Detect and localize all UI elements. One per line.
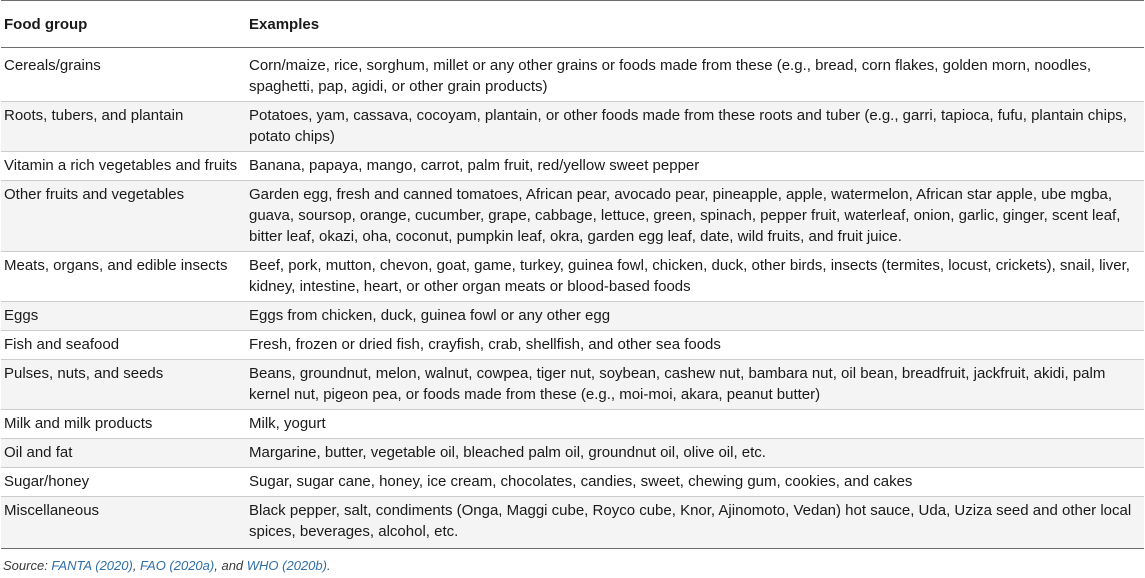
food-group-cell: Other fruits and vegetables <box>1 181 246 252</box>
food-group-cell: Miscellaneous <box>1 497 246 549</box>
food-group-cell: Eggs <box>1 302 246 331</box>
source-link-fanta[interactable]: FANTA (2020) <box>51 558 133 573</box>
food-group-cell: Fish and seafood <box>1 331 246 360</box>
table-row <box>1 439 1144 468</box>
food-group-cell: Roots, tubers, and plantain <box>1 102 246 152</box>
table-row <box>1 497 1144 549</box>
table-row <box>1 102 1144 152</box>
table-row <box>1 331 1144 360</box>
source-link-who[interactable]: WHO (2020b) <box>246 558 327 573</box>
examples-cell: Potatoes, yam, cassava, cocoyam, plantain, or other foods made from these roots and tuber (e.g., garri, tapioca, fufu, plantain chips, potato chips) <box>246 102 1144 152</box>
examples-cell: Beans, groundnut, melon, walnut, cowpea, tiger nut, soybean, cashew nut, bambara nut, oil bean, breadfruit, jackfruit, akidi, palm kernel nut, pigeon pea, or foods made from these (e.g., moi-moi, akara, peanut butter) <box>246 360 1144 410</box>
table-row <box>1 468 1144 497</box>
examples-cell: Fresh, frozen or dried fish, crayfish, crab, shellfish, and other sea foods <box>246 331 1144 360</box>
footnote-label: Source: <box>3 558 52 573</box>
examples-cell: Beef, pork, mutton, chevon, goat, game, turkey, guinea fowl, chicken, duck, other birds, insects (termites, locust, crickets), snail, liver, kidney, intestine, heart, or other organ meats or blood-based foods <box>246 252 1144 302</box>
table-row <box>1 252 1144 302</box>
table-row <box>1 410 1144 439</box>
source-link-fao[interactable]: FAO (2020a) <box>140 558 215 573</box>
examples-cell: Milk, yogurt <box>246 410 1144 439</box>
footnote-sep: , <box>132 558 141 573</box>
table-row <box>1 360 1144 410</box>
food-group-cell: Vitamin a rich vegetables and fruits <box>1 152 246 181</box>
table-row <box>1 181 1144 252</box>
food-group-table <box>1 0 1144 549</box>
footnote-sep: , and <box>214 558 247 573</box>
header-examples: Examples <box>246 1 1144 48</box>
food-group-cell: Sugar/honey <box>1 468 246 497</box>
food-group-cell: Milk and milk products <box>1 410 246 439</box>
table-body <box>1 48 1144 549</box>
food-group-cell: Oil and fat <box>1 439 246 468</box>
table-row <box>1 48 1144 102</box>
examples-cell: Sugar, sugar cane, honey, ice cream, chocolates, candies, sweet, chewing gum, cookies, and cakes <box>246 468 1144 497</box>
examples-cell: Garden egg, fresh and canned tomatoes, African pear, avocado pear, pineapple, apple, watermelon, African star apple, ube mgba, guava, soursop, orange, cucumber, grape, cabbage, lettuce, green, spinach, pepper fruit, waterleaf, onion, garlic, ginger, scent leaf, bitter leaf, okazi, oha, coconut, pumpkin leaf, okra, garden egg leaf, date, wild fruits, and fruit juice. <box>246 181 1144 252</box>
examples-cell: Corn/maize, rice, sorghum, millet or any other grains or foods made from these (e.g., bread, corn flakes, golden morn, noodles, spaghetti, pap, agidi, or other grain products) <box>249 57 1092 95</box>
examples-cell: Eggs from chicken, duck, guinea fowl or any other egg <box>246 302 1144 331</box>
food-group-cell: Pulses, nuts, and seeds <box>1 360 246 410</box>
source-footnote <box>3 558 331 573</box>
header-food-group: Food group <box>1 1 246 48</box>
examples-cell: Margarine, butter, vegetable oil, bleached palm oil, groundnut oil, olive oil, etc. <box>246 439 1144 468</box>
header-row <box>1 1 1144 48</box>
examples-cell: Black pepper, salt, condiments (Onga, Maggi cube, Royco cube, Knor, Ajinomoto, Vedan) hot sauce, Uda, Uziza seed and other local spices, beverages, alcohol, etc. <box>246 497 1144 549</box>
footnote-end: . <box>326 558 331 573</box>
food-group-cell: Cereals/grains <box>4 57 101 74</box>
examples-cell: Banana, papaya, mango, carrot, palm fruit, red/yellow sweet pepper <box>246 152 1144 181</box>
table-row <box>1 152 1144 181</box>
table-row <box>1 302 1144 331</box>
food-group-cell: Meats, organs, and edible insects <box>1 252 246 302</box>
